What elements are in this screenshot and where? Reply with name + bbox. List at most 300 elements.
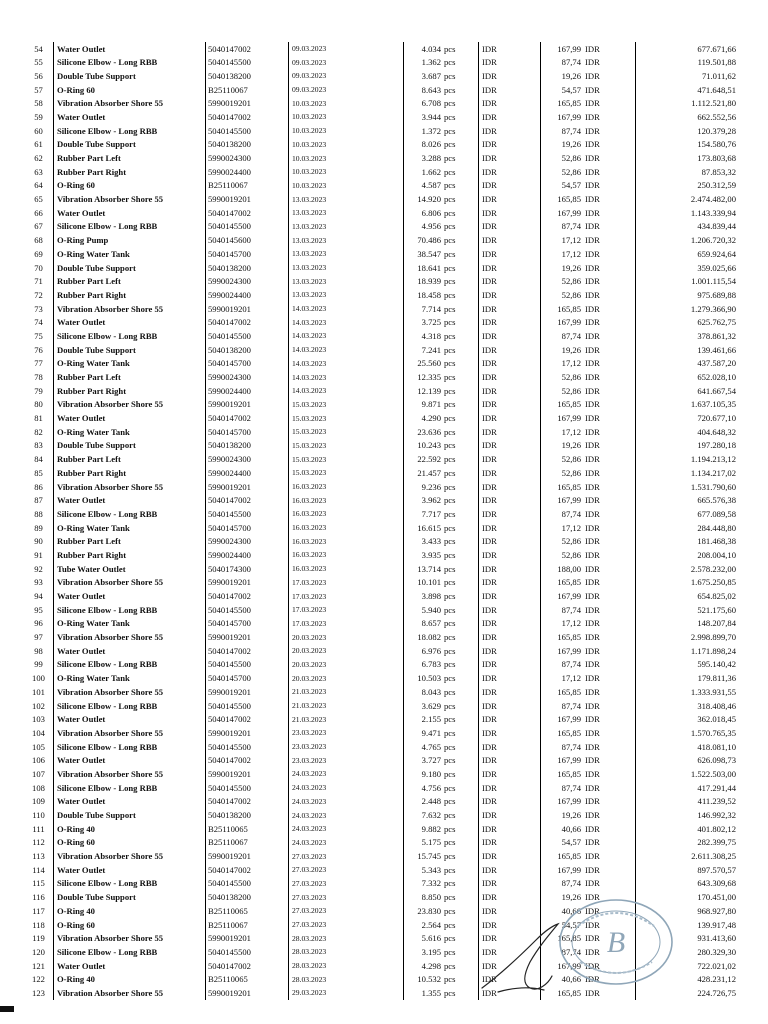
currency-cell: IDR xyxy=(582,644,636,658)
table-row xyxy=(24,726,739,740)
part-number-cell: 5990019201 xyxy=(206,302,289,316)
item-description-cell: Silicone Elbow - Long RBB xyxy=(54,603,206,617)
part-number-cell: B25110067 xyxy=(206,918,289,932)
currency-cell: IDR xyxy=(582,371,636,385)
row-number-cell: 119 xyxy=(24,932,54,946)
unit-cell: pcs xyxy=(442,507,479,521)
currency-cell: IDR xyxy=(479,220,541,234)
table-row xyxy=(24,590,739,604)
item-description-cell: Vibration Absorber Shore 55 xyxy=(54,726,206,740)
row-number-cell: 97 xyxy=(24,631,54,645)
table-row xyxy=(24,603,739,617)
part-number-cell: 5040145500 xyxy=(206,507,289,521)
table-row xyxy=(24,754,739,768)
unit-cell: pcs xyxy=(442,850,479,864)
quantity-cell: 12.139 xyxy=(417,385,441,396)
amount-cell: 120.379,28 xyxy=(697,125,736,136)
date-cell: 24.03.2023 xyxy=(289,822,404,836)
table-row xyxy=(24,713,739,727)
currency-cell: IDR xyxy=(582,83,636,97)
row-number-cell: 83 xyxy=(24,439,54,453)
unit-price-cell: 167,99 xyxy=(557,43,581,54)
currency-cell: IDR xyxy=(582,439,636,453)
unit-cell: pcs xyxy=(442,644,479,658)
currency-cell: IDR xyxy=(479,453,541,467)
currency-cell: IDR xyxy=(479,83,541,97)
date-cell: 10.03.2023 xyxy=(289,138,404,152)
amount-cell: 2.474.482,00 xyxy=(690,194,736,205)
row-number-cell: 105 xyxy=(24,740,54,754)
unit-cell: pcs xyxy=(442,316,479,330)
part-number-cell: 5040145500 xyxy=(206,56,289,70)
unit-price-cell: 52,86 xyxy=(561,276,581,287)
currency-cell: IDR xyxy=(479,562,541,576)
table-row xyxy=(24,124,739,138)
date-cell: 13.03.2023 xyxy=(289,193,404,207)
amount-cell: 71.011,62 xyxy=(701,70,736,81)
unit-cell: pcs xyxy=(442,83,479,97)
item-description-cell: O-Ring Water Tank xyxy=(54,672,206,686)
row-number-cell: 74 xyxy=(24,316,54,330)
part-number-cell: 5990024300 xyxy=(206,371,289,385)
date-cell: 16.03.2023 xyxy=(289,535,404,549)
amount-cell: 378.861,32 xyxy=(697,330,736,341)
part-number-cell: 5040138200 xyxy=(206,439,289,453)
item-description-cell: O-Ring Pump xyxy=(54,234,206,248)
unit-price-cell: 52,86 xyxy=(561,166,581,177)
currency-cell: IDR xyxy=(479,863,541,877)
table-row xyxy=(24,672,739,686)
row-number-cell: 110 xyxy=(24,809,54,823)
unit-price-cell: 54,57 xyxy=(561,180,581,191)
currency-cell: IDR xyxy=(582,152,636,166)
currency-cell: IDR xyxy=(479,576,541,590)
currency-cell: IDR xyxy=(479,329,541,343)
unit-cell: pcs xyxy=(442,179,479,193)
quantity-cell: 4.290 xyxy=(421,413,441,424)
row-number-cell: 120 xyxy=(24,945,54,959)
date-cell: 28.03.2023 xyxy=(289,973,404,987)
amount-cell: 654.825,02 xyxy=(697,591,736,602)
quantity-cell: 1.372 xyxy=(421,125,441,136)
currency-cell: IDR xyxy=(582,877,636,891)
unit-price-cell: 52,86 xyxy=(561,153,581,164)
date-cell: 21.03.2023 xyxy=(289,699,404,713)
item-description-cell: Double Tube Support xyxy=(54,343,206,357)
unit-price-cell: 167,99 xyxy=(557,796,581,807)
unit-cell: pcs xyxy=(442,206,479,220)
part-number-cell: 5990019201 xyxy=(206,850,289,864)
quantity-cell: 7.241 xyxy=(421,344,441,355)
unit-price-cell: 19,26 xyxy=(561,440,581,451)
unit-price-cell: 167,99 xyxy=(557,755,581,766)
unit-cell: pcs xyxy=(442,329,479,343)
currency-cell: IDR xyxy=(479,97,541,111)
item-description-cell: Water Outlet xyxy=(54,754,206,768)
currency-cell: IDR xyxy=(582,631,636,645)
quantity-cell: 10.503 xyxy=(417,673,441,684)
row-number-cell: 59 xyxy=(24,110,54,124)
currency-cell: IDR xyxy=(582,179,636,193)
amount-cell: 1.675.250,85 xyxy=(690,577,736,588)
item-description-cell: Water Outlet xyxy=(54,795,206,809)
item-description-cell: Silicone Elbow - Long RBB xyxy=(54,658,206,672)
part-number-cell: 5040138200 xyxy=(206,809,289,823)
table-row xyxy=(24,97,739,111)
unit-price-cell: 17,12 xyxy=(561,358,581,369)
quantity-cell: 5.343 xyxy=(421,864,441,875)
currency-cell: IDR xyxy=(582,836,636,850)
part-number-cell: 5040145700 xyxy=(206,672,289,686)
part-number-cell: 5990024400 xyxy=(206,384,289,398)
part-number-cell: 5040145500 xyxy=(206,658,289,672)
part-number-cell: 5040145500 xyxy=(206,699,289,713)
date-cell: 14.03.2023 xyxy=(289,302,404,316)
date-cell: 16.03.2023 xyxy=(289,494,404,508)
date-cell: 20.03.2023 xyxy=(289,658,404,672)
currency-cell: IDR xyxy=(479,809,541,823)
unit-cell: pcs xyxy=(442,781,479,795)
quantity-cell: 8.850 xyxy=(421,892,441,903)
unit-cell: pcs xyxy=(442,357,479,371)
currency-cell: IDR xyxy=(582,329,636,343)
currency-cell: IDR xyxy=(582,302,636,316)
date-cell: 13.03.2023 xyxy=(289,261,404,275)
currency-cell: IDR xyxy=(479,343,541,357)
date-cell: 14.03.2023 xyxy=(289,343,404,357)
amount-cell: 595.140,42 xyxy=(697,659,736,670)
row-number-cell: 80 xyxy=(24,398,54,412)
item-description-cell: Water Outlet xyxy=(54,110,206,124)
item-description-cell: Water Outlet xyxy=(54,316,206,330)
unit-cell: pcs xyxy=(442,699,479,713)
table-row xyxy=(24,795,739,809)
part-number-cell: 5040145600 xyxy=(206,234,289,248)
currency-cell: IDR xyxy=(582,740,636,754)
part-number-cell: 5040145700 xyxy=(206,617,289,631)
row-number-cell: 90 xyxy=(24,535,54,549)
table-row xyxy=(24,836,739,850)
row-number-cell: 65 xyxy=(24,193,54,207)
currency-cell: IDR xyxy=(582,795,636,809)
row-number-cell: 104 xyxy=(24,726,54,740)
date-cell: 14.03.2023 xyxy=(289,316,404,330)
unit-price-cell: 19,26 xyxy=(561,892,581,903)
row-number-cell: 102 xyxy=(24,699,54,713)
quantity-cell: 6.708 xyxy=(421,98,441,109)
quantity-cell: 5.940 xyxy=(421,604,441,615)
currency-cell: IDR xyxy=(479,781,541,795)
item-description-cell: Silicone Elbow - Long RBB xyxy=(54,124,206,138)
currency-cell: IDR xyxy=(582,986,636,1000)
unit-price-cell: 165,85 xyxy=(557,686,581,697)
currency-cell: IDR xyxy=(582,398,636,412)
row-number-cell: 96 xyxy=(24,617,54,631)
currency-cell: IDR xyxy=(582,781,636,795)
quantity-cell: 5.616 xyxy=(421,933,441,944)
date-cell: 16.03.2023 xyxy=(289,507,404,521)
amount-cell: 1.531.790,60 xyxy=(690,481,736,492)
currency-cell: IDR xyxy=(582,480,636,494)
row-number-cell: 60 xyxy=(24,124,54,138)
currency-cell: IDR xyxy=(582,863,636,877)
currency-cell: IDR xyxy=(479,494,541,508)
item-description-cell: Silicone Elbow - Long RBB xyxy=(54,699,206,713)
item-description-cell: O-Ring 40 xyxy=(54,973,206,987)
amount-cell: 284.448,80 xyxy=(697,522,736,533)
date-cell: 23.03.2023 xyxy=(289,726,404,740)
date-cell: 20.03.2023 xyxy=(289,672,404,686)
unit-cell: pcs xyxy=(442,371,479,385)
row-number-cell: 78 xyxy=(24,371,54,385)
row-number-cell: 115 xyxy=(24,877,54,891)
date-cell: 23.03.2023 xyxy=(289,754,404,768)
currency-cell: IDR xyxy=(479,631,541,645)
unit-cell: pcs xyxy=(442,795,479,809)
part-number-cell: 5990019201 xyxy=(206,97,289,111)
amount-cell: 280.329,30 xyxy=(697,946,736,957)
item-description-cell: Vibration Absorber Shore 55 xyxy=(54,685,206,699)
currency-cell: IDR xyxy=(582,453,636,467)
table-row xyxy=(24,891,739,905)
table-row xyxy=(24,548,739,562)
amount-cell: 643.309,68 xyxy=(697,878,736,889)
currency-cell: IDR xyxy=(582,42,636,56)
currency-cell: IDR xyxy=(479,56,541,70)
part-number-cell: 5040145500 xyxy=(206,781,289,795)
unit-price-cell: 87,74 xyxy=(561,659,581,670)
part-number-cell: 5040147002 xyxy=(206,42,289,56)
currency-cell: IDR xyxy=(479,261,541,275)
part-number-cell: 5040145500 xyxy=(206,945,289,959)
currency-cell: IDR xyxy=(479,357,541,371)
row-number-cell: 114 xyxy=(24,863,54,877)
amount-cell: 359.025,66 xyxy=(697,262,736,273)
quantity-cell: 70.486 xyxy=(417,235,441,246)
table-row xyxy=(24,521,739,535)
part-number-cell: 5040147002 xyxy=(206,754,289,768)
date-cell: 20.03.2023 xyxy=(289,631,404,645)
item-description-cell: Vibration Absorber Shore 55 xyxy=(54,576,206,590)
quantity-cell: 9.871 xyxy=(421,399,441,410)
currency-cell: IDR xyxy=(582,234,636,248)
date-cell: 10.03.2023 xyxy=(289,152,404,166)
table-row xyxy=(24,932,739,946)
row-number-cell: 91 xyxy=(24,548,54,562)
date-cell: 15.03.2023 xyxy=(289,439,404,453)
item-description-cell: Vibration Absorber Shore 55 xyxy=(54,97,206,111)
unit-price-cell: 87,74 xyxy=(561,700,581,711)
amount-cell: 897.570,57 xyxy=(697,864,736,875)
part-number-cell: 5990019201 xyxy=(206,480,289,494)
amount-cell: 318.408,46 xyxy=(697,700,736,711)
currency-cell: IDR xyxy=(582,124,636,138)
amount-cell: 197.280,18 xyxy=(697,440,736,451)
part-number-cell: B25110065 xyxy=(206,904,289,918)
currency-cell: IDR xyxy=(582,138,636,152)
currency-cell: IDR xyxy=(582,562,636,576)
date-cell: 21.03.2023 xyxy=(289,713,404,727)
amount-cell: 404.648,32 xyxy=(697,426,736,437)
item-description-cell: O-Ring Water Tank xyxy=(54,247,206,261)
unit-cell: pcs xyxy=(442,809,479,823)
currency-cell: IDR xyxy=(479,548,541,562)
unit-cell: pcs xyxy=(442,152,479,166)
row-number-cell: 56 xyxy=(24,69,54,83)
part-number-cell: 5990019201 xyxy=(206,932,289,946)
currency-cell: IDR xyxy=(479,877,541,891)
date-cell: 15.03.2023 xyxy=(289,466,404,480)
item-description-cell: Silicone Elbow - Long RBB xyxy=(54,507,206,521)
date-cell: 27.03.2023 xyxy=(289,850,404,864)
item-description-cell: Silicone Elbow - Long RBB xyxy=(54,877,206,891)
unit-cell: pcs xyxy=(442,302,479,316)
part-number-cell: 5040145500 xyxy=(206,877,289,891)
row-number-cell: 92 xyxy=(24,562,54,576)
part-number-cell: 5040147002 xyxy=(206,206,289,220)
amount-cell: 1.333.931,55 xyxy=(690,686,736,697)
table-row xyxy=(24,850,739,864)
currency-cell: IDR xyxy=(479,535,541,549)
table-row xyxy=(24,685,739,699)
unit-cell: pcs xyxy=(442,836,479,850)
table-row xyxy=(24,316,739,330)
unit-cell: pcs xyxy=(442,412,479,426)
row-number-cell: 93 xyxy=(24,576,54,590)
currency-cell: IDR xyxy=(582,247,636,261)
currency-cell: IDR xyxy=(582,288,636,302)
unit-price-cell: 17,12 xyxy=(561,673,581,684)
quantity-cell: 4.756 xyxy=(421,782,441,793)
table-row xyxy=(24,110,739,124)
currency-cell: IDR xyxy=(582,617,636,631)
unit-price-cell: 87,74 xyxy=(561,330,581,341)
date-cell: 10.03.2023 xyxy=(289,179,404,193)
table-row xyxy=(24,767,739,781)
table-row xyxy=(24,986,739,1000)
amount-cell: 662.552,56 xyxy=(697,111,736,122)
amount-cell: 362.018,45 xyxy=(697,714,736,725)
unit-price-cell: 165,85 xyxy=(557,303,581,314)
unit-price-cell: 165,85 xyxy=(557,577,581,588)
part-number-cell: 5040145500 xyxy=(206,124,289,138)
part-number-cell: 5040145500 xyxy=(206,220,289,234)
unit-cell: pcs xyxy=(442,562,479,576)
part-number-cell: 5990024300 xyxy=(206,152,289,166)
item-description-cell: Silicone Elbow - Long RBB xyxy=(54,945,206,959)
table-body xyxy=(24,42,739,1000)
quantity-cell: 4.298 xyxy=(421,960,441,971)
table-row xyxy=(24,822,739,836)
part-number-cell: 5990024400 xyxy=(206,165,289,179)
part-number-cell: 5040147002 xyxy=(206,110,289,124)
unit-price-cell: 87,74 xyxy=(561,878,581,889)
date-cell: 13.03.2023 xyxy=(289,206,404,220)
part-number-cell: 5990019201 xyxy=(206,193,289,207)
currency-cell: IDR xyxy=(479,179,541,193)
quantity-cell: 10.101 xyxy=(417,577,441,588)
table-row xyxy=(24,781,739,795)
unit-price-cell: 52,86 xyxy=(561,454,581,465)
amount-cell: 975.689,88 xyxy=(697,289,736,300)
unit-cell: pcs xyxy=(442,425,479,439)
item-description-cell: Double Tube Support xyxy=(54,69,206,83)
row-number-cell: 89 xyxy=(24,521,54,535)
unit-cell: pcs xyxy=(442,69,479,83)
table-row xyxy=(24,329,739,343)
item-description-cell: Double Tube Support xyxy=(54,138,206,152)
currency-cell: IDR xyxy=(582,535,636,549)
quantity-cell: 13.714 xyxy=(417,563,441,574)
currency-cell: IDR xyxy=(479,480,541,494)
quantity-cell: 23.830 xyxy=(417,905,441,916)
date-cell: 10.03.2023 xyxy=(289,124,404,138)
item-description-cell: Double Tube Support xyxy=(54,261,206,275)
item-description-cell: O-Ring 60 xyxy=(54,836,206,850)
currency-cell: IDR xyxy=(582,466,636,480)
table-row xyxy=(24,69,739,83)
row-number-cell: 116 xyxy=(24,891,54,905)
row-number-cell: 76 xyxy=(24,343,54,357)
table-row xyxy=(24,740,739,754)
quantity-cell: 3.629 xyxy=(421,700,441,711)
unit-cell: pcs xyxy=(442,726,479,740)
amount-cell: 626.098,73 xyxy=(697,755,736,766)
item-description-cell: O-Ring Water Tank xyxy=(54,617,206,631)
amount-cell: 139.917,48 xyxy=(697,919,736,930)
quantity-cell: 10.532 xyxy=(417,974,441,985)
row-number-cell: 94 xyxy=(24,590,54,604)
part-number-cell: 5040145700 xyxy=(206,247,289,261)
amount-cell: 2.998.899,70 xyxy=(690,632,736,643)
amount-cell: 170.451,00 xyxy=(697,892,736,903)
item-description-cell: Rubber Part Left xyxy=(54,152,206,166)
currency-cell: IDR xyxy=(582,425,636,439)
row-number-cell: 121 xyxy=(24,959,54,973)
table-row xyxy=(24,535,739,549)
date-cell: 14.03.2023 xyxy=(289,357,404,371)
item-description-cell: Vibration Absorber Shore 55 xyxy=(54,932,206,946)
unit-cell: pcs xyxy=(442,576,479,590)
currency-cell: IDR xyxy=(479,754,541,768)
amount-cell: 411.239,52 xyxy=(697,796,736,807)
unit-price-cell: 19,26 xyxy=(561,810,581,821)
item-description-cell: Silicone Elbow - Long RBB xyxy=(54,220,206,234)
unit-price-cell: 52,86 xyxy=(561,467,581,478)
unit-price-cell: 87,74 xyxy=(561,125,581,136)
quantity-cell: 7.717 xyxy=(421,508,441,519)
item-description-cell: Water Outlet xyxy=(54,206,206,220)
currency-cell: IDR xyxy=(582,220,636,234)
row-number-cell: 64 xyxy=(24,179,54,193)
item-description-cell: O-Ring 60 xyxy=(54,918,206,932)
item-description-cell: Double Tube Support xyxy=(54,891,206,905)
amount-cell: 2.611.308,25 xyxy=(691,851,736,862)
part-number-cell: 5040138200 xyxy=(206,343,289,357)
quantity-cell: 3.962 xyxy=(421,495,441,506)
quantity-cell: 22.592 xyxy=(417,454,441,465)
quantity-cell: 6.976 xyxy=(421,645,441,656)
unit-cell: pcs xyxy=(442,740,479,754)
unit-price-cell: 87,74 xyxy=(561,782,581,793)
unit-price-cell: 19,26 xyxy=(561,70,581,81)
part-number-cell: 5990024300 xyxy=(206,453,289,467)
amount-cell: 224.726,75 xyxy=(697,987,736,998)
part-number-cell: 5990019201 xyxy=(206,685,289,699)
date-cell: 09.03.2023 xyxy=(289,83,404,97)
date-cell: 27.03.2023 xyxy=(289,904,404,918)
date-cell: 28.03.2023 xyxy=(289,945,404,959)
